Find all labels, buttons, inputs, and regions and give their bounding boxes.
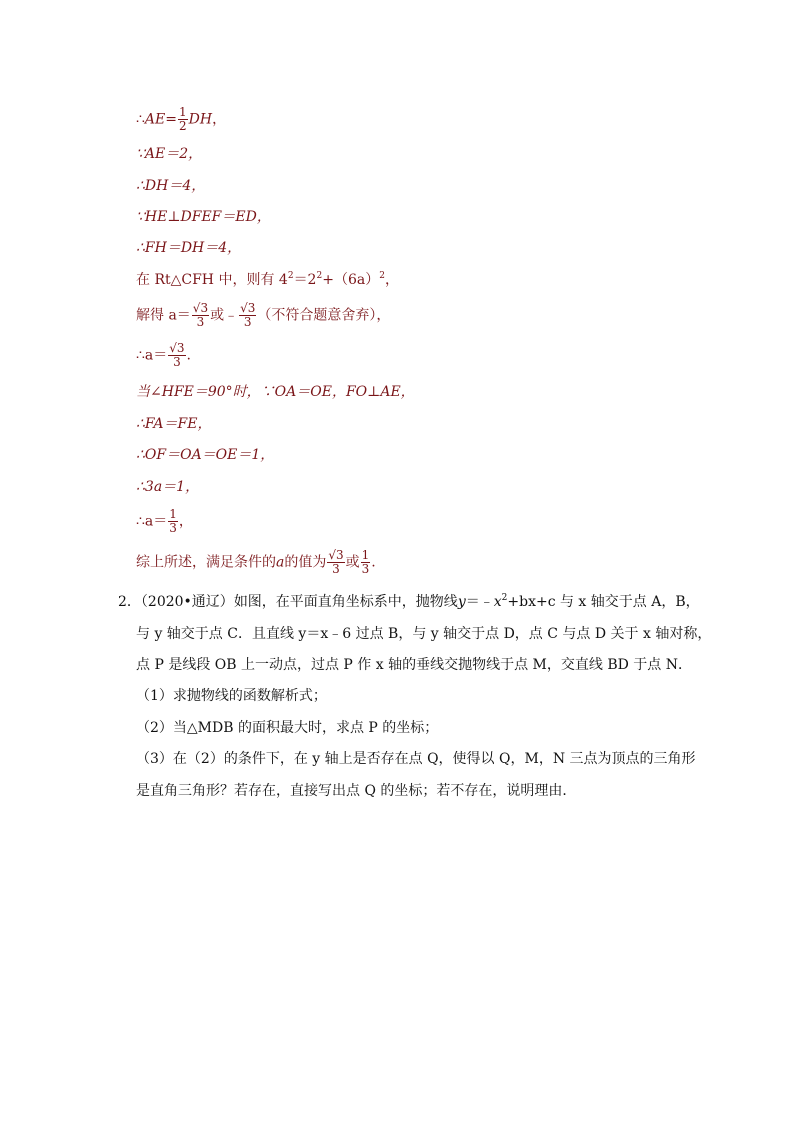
- solution-line-1: ∴AE= $\frac{1}{2}$ DH，: [136, 105, 227, 133]
- problem-source: （2020•通辽）: [140, 594, 234, 610]
- solution-line-3: ∴DH＝4，: [136, 178, 206, 194]
- solution-line-2: ∵AE＝2，: [136, 146, 203, 162]
- solution-line-9: 当∠HFE＝90°时，∵OA＝OE，FO⊥AE，: [136, 384, 415, 400]
- solution-line-4: ∵HE⊥DFEF＝ED，: [136, 209, 271, 225]
- fraction-sqrt3-over-3: $\frac{√3}{3}$: [328, 548, 344, 576]
- solution-line-7: 解得 a＝ $\frac{√3}{3}$ 或﹣ $\frac{√3}{3}$ （不符合题意舍弃），: [136, 301, 391, 329]
- solution-line-10: ∴FA＝FE，: [136, 416, 212, 432]
- fraction-sqrt3-over-3: $\frac{√3}{3}$: [169, 341, 185, 369]
- fraction-one-third: $\frac{1}{3}$: [361, 548, 370, 576]
- problem-2-question-2: （2）当△MDB 的面积最大时，求点 P 的坐标；: [136, 720, 439, 736]
- solution-line-12: ∴3a＝1，: [136, 479, 200, 495]
- problem-number: 2．: [118, 594, 141, 610]
- problem-2-line-2: 与 y 轴交于点 C．且直线 y＝x﹣6 过点 B，与 y 轴交于点 D，点 C 与点 D 关于 x 轴对称，: [136, 626, 712, 642]
- solution-conclusion: 综上所述，满足条件的a的值为 $\frac{√3}{3}$ 或 $\frac{1}{3}$ .: [136, 548, 376, 576]
- fraction-sqrt3-over-3-neg: $\frac{√3}{3}$: [240, 301, 256, 329]
- problem-2-question-3-cont: 是直角三角形？若存在，直接写出点 Q 的坐标；若不存在，说明理由．: [136, 783, 577, 799]
- solution-line-5: ∴FH＝DH＝4，: [136, 240, 242, 256]
- solution-line-13: ∴a＝ $\frac{1}{3}$ ，: [136, 507, 193, 535]
- fraction-one-third: $\frac{1}{3}$: [169, 507, 177, 535]
- solution-line-8: ∴a＝ $\frac{√3}{3}$ .: [136, 341, 191, 369]
- problem-2-question-1: （1）求抛物线的函数解析式；: [136, 688, 327, 704]
- fraction-one-half: $\frac{1}{2}$: [179, 105, 187, 133]
- problem-2-line-1: 2．（2020•通辽）如图，在平面直角坐标系中，抛物线$y=﹣x^2+bx+c$ 与 x 轴交于点 A，B，: [118, 593, 700, 610]
- problem-2-question-3: （3）在（2）的条件下，在 y 轴上是否存在点 Q，使得以 Q，M，N 三点为顶点的三角形: [136, 751, 696, 767]
- solution-line-11: ∴OF＝OA＝OE＝1，: [136, 447, 275, 463]
- problem-2-line-3: 点 P 是线段 OB 上一动点，过点 P 作 x 轴的垂线交抛物线于点 M，交直线 BD 于点 N．: [136, 657, 692, 673]
- solution-line-6: 在 Rt△CFH 中，则有 $4^2=2^2+(6a)^2$，: [136, 271, 399, 288]
- fraction-sqrt3-over-3: $\frac{√3}{3}$: [192, 301, 209, 329]
